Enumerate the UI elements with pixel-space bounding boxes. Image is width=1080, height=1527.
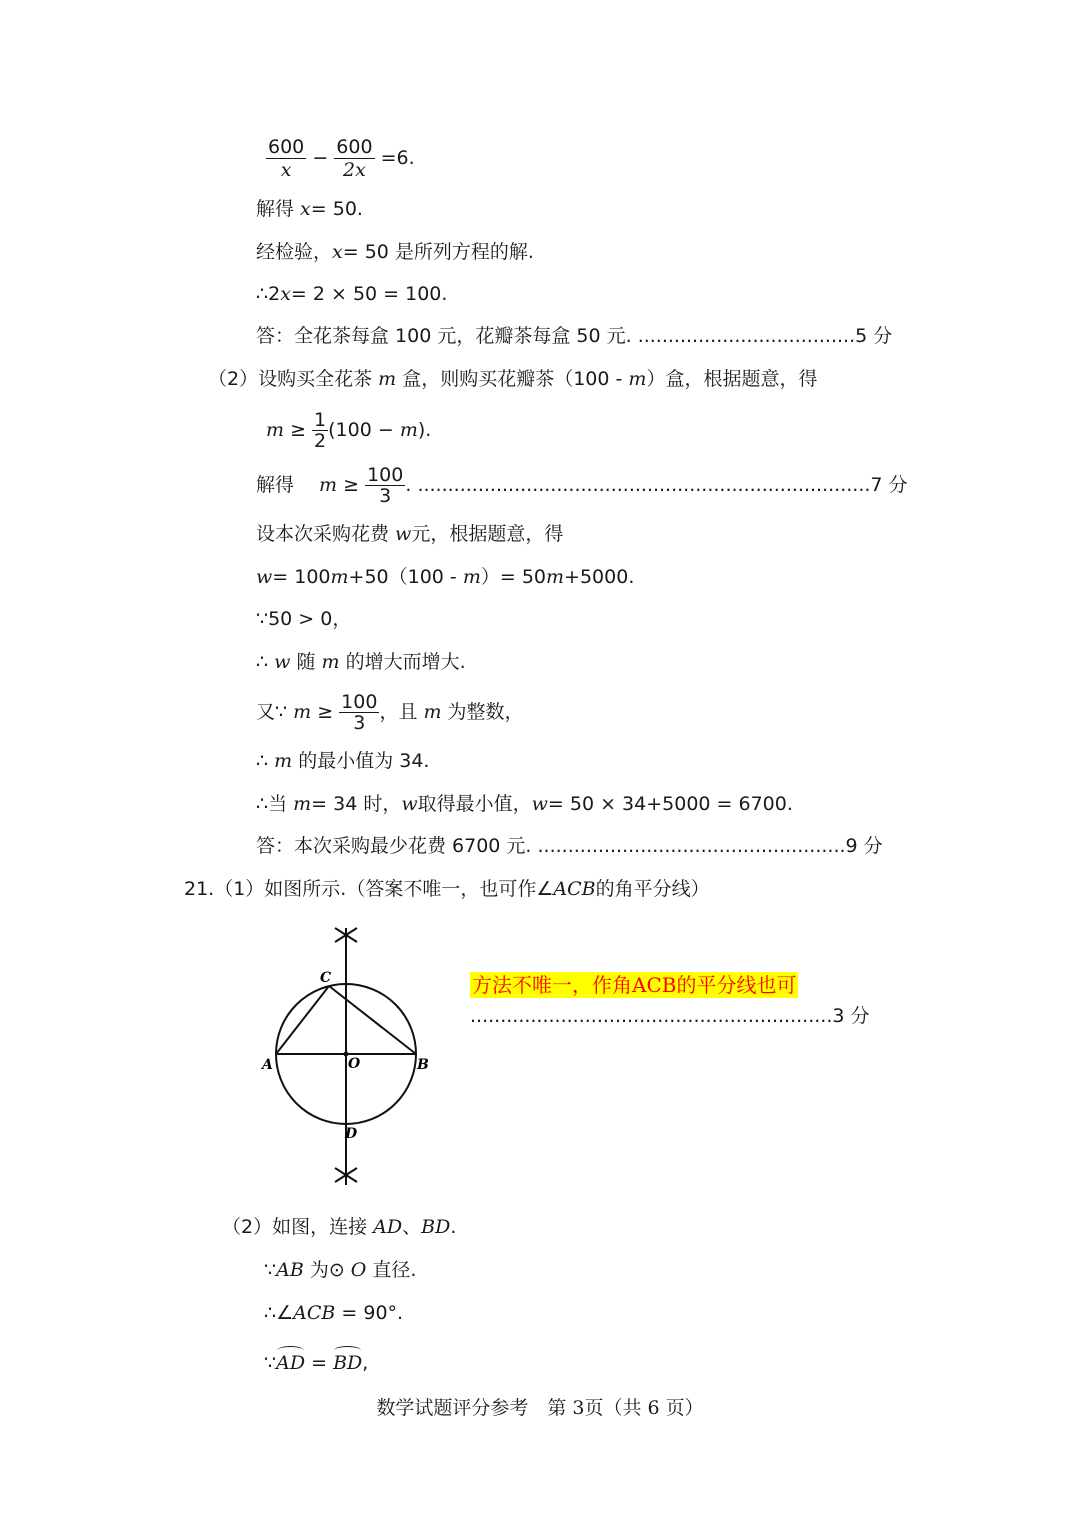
right-angle-line: ∴∠ACB = 90°. xyxy=(264,1302,404,1324)
numerator: 600 xyxy=(268,136,305,158)
question-21-part-2: （2）如图，连接 AD、BD. xyxy=(222,1216,457,1238)
numerator: 600 xyxy=(336,136,373,158)
fraction-one-half: $\frac{1}{2}$ xyxy=(314,409,327,452)
highlighted-note: 方法不唯一，作角ACB的平分线也可 xyxy=(472,973,797,997)
circle-construction-figure xyxy=(255,920,445,1195)
since-line: ∵50 > 0， xyxy=(256,608,352,630)
part-2-intro: （2）设购买全花茶 m 盒，则购买花瓣茶（100 - m）盒，根据题意，得 xyxy=(208,368,818,390)
fraction-600-over-2x xyxy=(334,136,374,181)
also-since-line: 又∵ m ≥ $\frac{100}{3}$ ，且 m 为整数， xyxy=(256,691,524,734)
arc-bd: BD xyxy=(333,1352,363,1374)
min-value-line: ∴ m 的最小值为 34. xyxy=(256,750,430,772)
solve-x-line: 解得 x= 50. xyxy=(256,198,363,220)
let-w-line: 设本次采购花费 w元，根据题意，得 xyxy=(256,523,564,545)
label-o: O xyxy=(348,1056,361,1072)
equation-fraction xyxy=(266,136,415,181)
answer-2-line: 答：本次采购最少花费 6700 元. ...................................................9 分 xyxy=(256,835,883,857)
denominator: 2x xyxy=(343,159,366,181)
fraction-100-over-3: $\frac{100}{3}$ xyxy=(341,691,378,734)
when-line: ∴当 m= 34 时，w取得最小值，w= 50 × 34+5000 = 6700. xyxy=(256,793,793,815)
denominator: x xyxy=(280,159,292,181)
score-3-line: ............................................................3 分 xyxy=(470,1005,870,1027)
fraction-100-over-3: $\frac{100}{3}$ xyxy=(367,464,404,507)
diameter-line: ∵AB 为⊙ O 直径. xyxy=(264,1259,417,1281)
page-footer: 数学试题评分参考 第 3页（共 6 页） xyxy=(376,1397,704,1419)
w-equation-line: w= 100m+50（100 - m）= 50m+5000. xyxy=(256,566,635,588)
arc-ad: AD xyxy=(276,1352,306,1374)
equation-result: =6. xyxy=(380,147,415,169)
solve-m-line: 解得 m ≥ $\frac{100}{3}$ . ...........................................................................7 分 xyxy=(256,464,908,507)
inequality-line: m ≥ $\frac{1}{2}$ (100 − m). xyxy=(266,409,432,452)
label-c: C xyxy=(320,970,332,986)
segment-cb xyxy=(329,986,416,1054)
answer-1-line: 答：全花茶每盒 100 元，花瓣茶每盒 50 元. ....................................5 分 xyxy=(256,325,893,347)
check-line: 经检验，x= 50 是所列方程的解. xyxy=(256,241,534,263)
increase-line: ∴ w 随 m 的增大而增大. xyxy=(256,651,466,673)
label-b: B xyxy=(417,1057,429,1073)
minus-sign: − xyxy=(312,147,329,169)
therefore-2x-line: ∴2x= 2 × 50 = 100. xyxy=(256,283,448,305)
label-a: A xyxy=(262,1057,273,1073)
score-label: 3 分 xyxy=(832,1005,870,1027)
equal-arcs-line: ∵AD = BD, xyxy=(264,1352,369,1374)
score-label: 5 分 xyxy=(855,325,893,347)
fraction-600-over-x xyxy=(266,136,306,181)
label-d: D xyxy=(345,1126,358,1142)
question-21-part-1: 21.（1）如图所示.（答案不唯一，也可作∠ACB的角平分线） xyxy=(184,878,710,900)
score-label: 7 分 xyxy=(870,474,908,496)
score-label: 9 分 xyxy=(845,835,883,857)
